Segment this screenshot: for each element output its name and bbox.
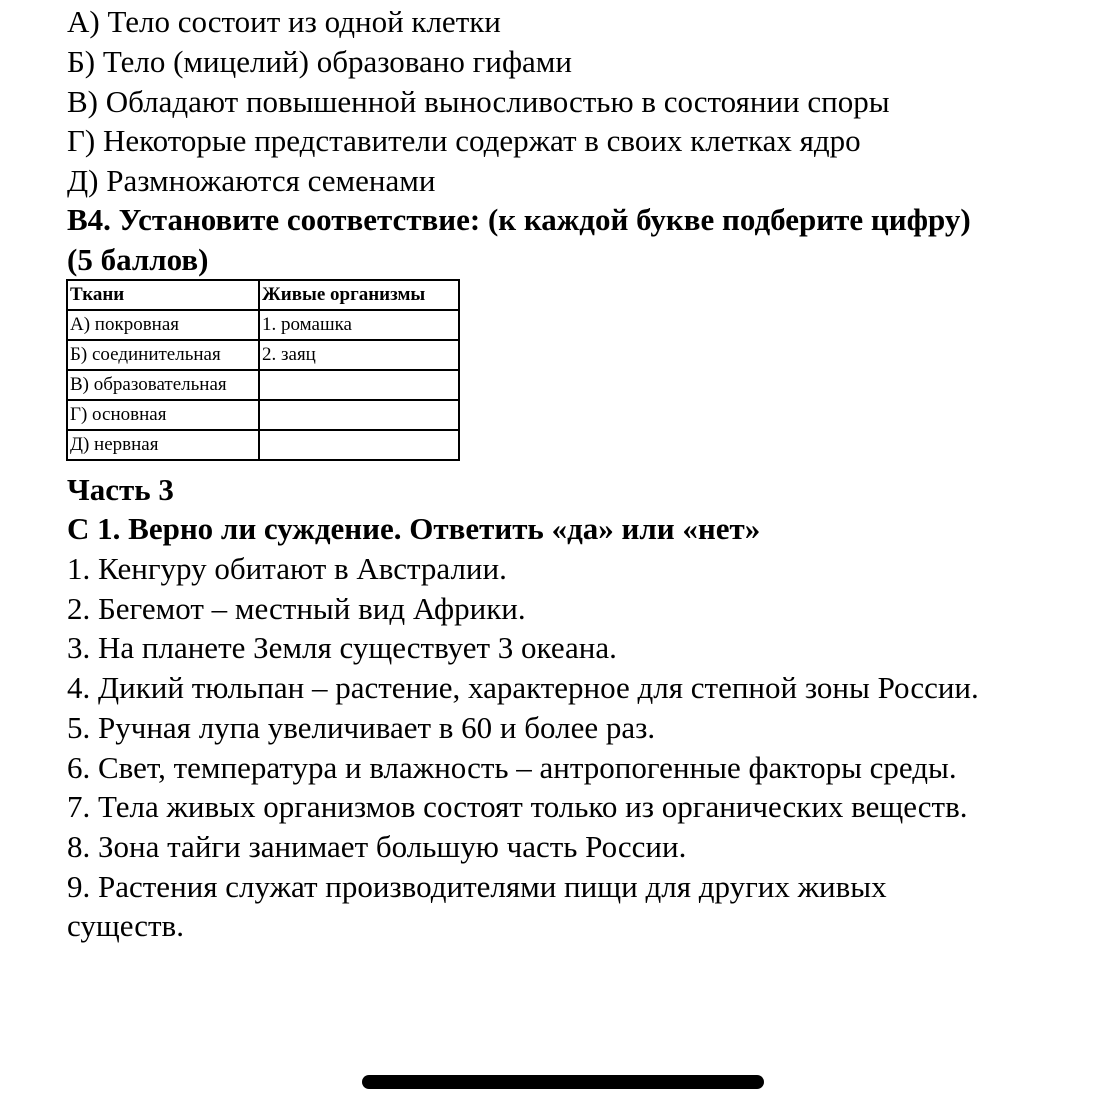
table-cell: 2. заяц xyxy=(259,340,459,370)
table-row xyxy=(67,340,459,370)
matching-table xyxy=(66,279,460,461)
statement-8: 8. Зона тайги занимает большую часть России. xyxy=(67,829,687,864)
option-b: Б) Тело (мицелий) образовано гифами xyxy=(67,44,572,79)
home-indicator[interactable] xyxy=(362,1075,764,1089)
header-organisms: Живые организмы xyxy=(259,280,459,310)
statement-4: 4. Дикий тюльпан – растение, характерное для степной зоны России. xyxy=(67,670,979,705)
table-cell: Б) соединительная xyxy=(67,340,259,370)
statement-1: 1. Кенгуру обитают в Австралии. xyxy=(67,551,507,586)
option-g: Г) Некоторые представители содержат в своих клетках ядро xyxy=(67,123,861,158)
header-tissues: Ткани xyxy=(67,280,259,310)
statement-2: 2. Бегемот – местный вид Африки. xyxy=(67,591,526,626)
table-cell xyxy=(259,430,459,460)
statement-9-continuation: существ. xyxy=(67,908,184,943)
statement-3: 3. На планете Земля существует 3 океана. xyxy=(67,630,617,665)
statement-9: 9. Растения служат производителями пищи для других живых xyxy=(67,869,887,904)
table-row xyxy=(67,370,459,400)
table-cell: В) образовательная xyxy=(67,370,259,400)
table-row xyxy=(67,430,459,460)
option-a: А) Тело состоит из одной клетки xyxy=(67,4,501,39)
table-cell xyxy=(259,400,459,430)
option-v: В) Обладают повышенной выносливостью в состоянии споры xyxy=(67,84,890,119)
table-cell: А) покровная xyxy=(67,310,259,340)
part-title: Часть 3 xyxy=(67,472,174,507)
b4-heading: В4. Установите соответствие: (к каждой букве подберите цифру) xyxy=(67,202,971,237)
c1-heading: С 1. Верно ли суждение. Ответить «да» или «нет» xyxy=(67,511,761,546)
statement-7: 7. Тела живых организмов состоят только из органических веществ. xyxy=(67,789,968,824)
statement-5: 5. Ручная лупа увеличивает в 60 и более раз. xyxy=(67,710,656,745)
table-row xyxy=(67,400,459,430)
b4-points: (5 баллов) xyxy=(67,242,209,277)
option-d: Д) Размножаются семенами xyxy=(67,163,436,198)
table-row xyxy=(67,310,459,340)
table-cell: Г) основная xyxy=(67,400,259,430)
table-header-row xyxy=(67,280,459,310)
table-cell: Д) нервная xyxy=(67,430,259,460)
table-cell: 1. ромашка xyxy=(259,310,459,340)
statement-6: 6. Свет, температура и влажность – антропогенные факторы среды. xyxy=(67,750,957,785)
table-cell xyxy=(259,370,459,400)
